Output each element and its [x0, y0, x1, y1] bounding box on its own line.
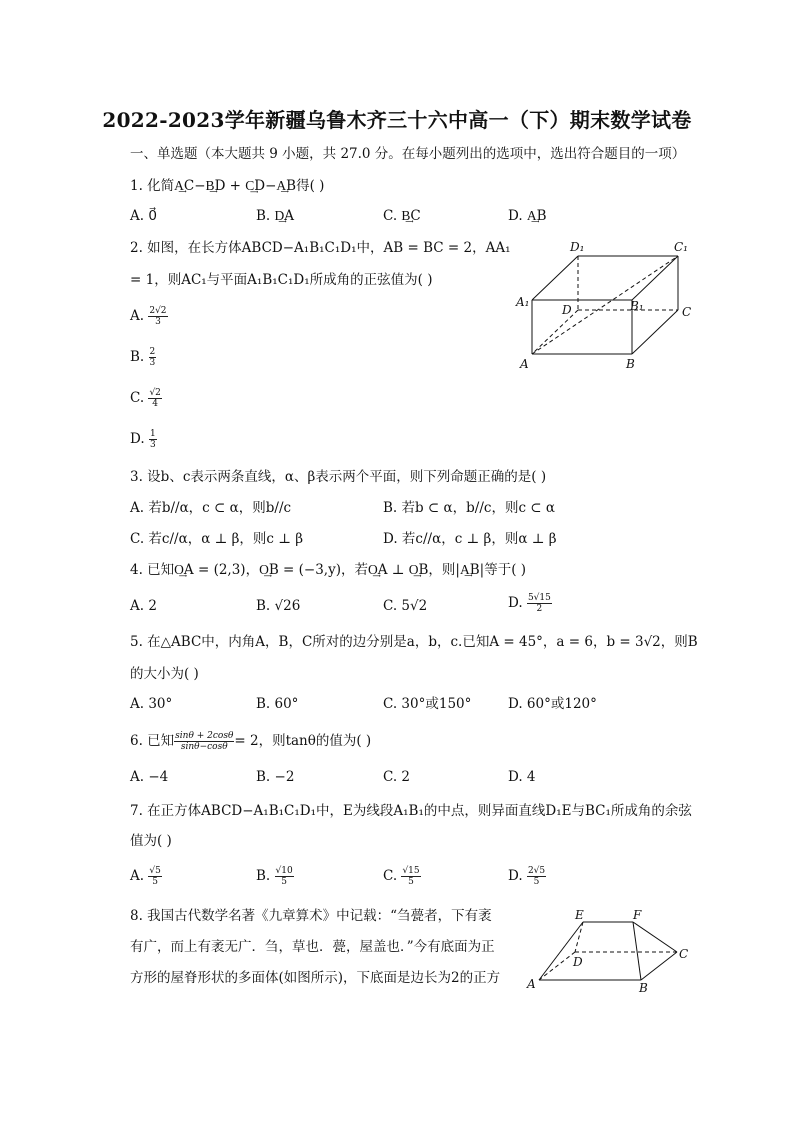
q4-option-c: C. 5√2 — [383, 598, 428, 614]
label-A: A — [527, 977, 536, 991]
cuboid-figure — [510, 236, 700, 374]
question-3-stem: 3. 设b、c表示两条直线，α、β表示两个平面，则下列命题正确的是( ) — [130, 469, 547, 485]
question-7-line1: 7. 在正方体ABCD−A₁B₁C₁D₁中，E为线段A₁B₁的中点，则异面直线D₁E与BC₁所成角的余弦 — [130, 803, 692, 819]
q5-option-d: D. 60°或120° — [508, 696, 597, 712]
q2-option-a: A. $\frac{2√2}{3}$ — [130, 306, 167, 327]
q7-option-a: A. $\frac{√5}{5}$ — [130, 866, 161, 887]
page-title: 2022-2023学年新疆乌鲁木齐三十六中高一（下）期末数学试卷 — [102, 108, 692, 132]
label-C1: C₁ — [674, 240, 688, 254]
q7-option-c-fraction: $\frac{√15}{5}$ — [402, 866, 420, 887]
label-B1: B₁ — [630, 299, 644, 313]
q3-option-c: C. 若c//α，α ⊥ β，则c ⊥ β — [130, 531, 304, 547]
q3-option-d: D. 若c//α，c ⊥ β，则α ⊥ β — [383, 531, 557, 547]
question-5-line1: 5. 在△ABC中，内角A，B，C所对的边分别是a，b，c.已知A = 45°，a = 6，b = 3√2，则B — [130, 634, 698, 650]
question-1-stem: 1. 化简A͢C−B͢D + C͢D−A͢B得( ) — [130, 178, 325, 194]
question-8-line3: 方形的屋脊形状的多面体(如图所示)，下底面是边长为2的正方 — [130, 970, 501, 986]
question-8-line1: 8. 我国古代数学名著《九章算术》中记载：“刍甍者，下有袤 — [130, 908, 492, 924]
q2-option-d-fraction: $\frac{1}{3}$ — [149, 429, 156, 450]
polyhedron-figure — [525, 904, 695, 996]
label-D1: D₁ — [570, 240, 585, 254]
q2-option-b-fraction: $\frac{2}{3}$ — [149, 347, 156, 368]
q1-option-c: C. B͢C — [383, 208, 421, 224]
q7-option-b-fraction: $\frac{√10}{5}$ — [275, 866, 293, 887]
q7-option-c: C. $\frac{√15}{5}$ — [383, 866, 420, 887]
label-C: C — [679, 947, 689, 961]
q5-option-b: B. 60° — [256, 696, 299, 712]
q6-fraction: $\frac{\sin\theta + 2\cos\theta}{\sin\theta-\cos\theta}$ — [175, 731, 234, 752]
q2-option-c-fraction: $\frac{√2}{4}$ — [149, 388, 161, 409]
q3-option-a: A. 若b//α，c ⊂ α，则b//c — [130, 500, 292, 516]
label-D: D — [562, 303, 572, 317]
label-A1: A₁ — [516, 295, 530, 309]
q1-option-b: B. D͢A — [256, 208, 295, 224]
q6-option-c: C. 2 — [383, 769, 411, 785]
label-E: E — [575, 908, 584, 922]
question-8-line2: 有广，而上有袤无广．刍，草也．甍，屋盖也．”今有底面为正 — [130, 939, 495, 955]
q4-option-a: A. 2 — [130, 598, 157, 614]
q4-option-d-fraction: $\frac{5√15}{2}$ — [527, 593, 551, 614]
q1-option-d: D. A͢B — [508, 208, 547, 224]
q1-option-a: A. 0⃗ — [130, 208, 157, 224]
q6-option-b: B. −2 — [256, 769, 295, 785]
q7-option-a-fraction: $\frac{√5}{5}$ — [149, 866, 161, 887]
q6-option-d: D. 4 — [508, 769, 536, 785]
section-heading: 一、单选题（本大题共 9 小题，共 27.0 分。在每小题列出的选项中，选出符合题目的一项） — [130, 146, 686, 162]
label-B: B — [626, 357, 635, 371]
label-D: D — [573, 955, 583, 969]
label-C: C — [682, 305, 692, 319]
q4-option-d: D. $\frac{5√15}{2}$ — [508, 593, 551, 614]
q2-option-b: B. $\frac{2}{3}$ — [130, 347, 156, 368]
question-4-stem: 4. 已知O͢A = (2,3)，O͢B = (−3,y)，若O͢A ⊥ O͢B，则|A͢B|等于( ) — [130, 562, 527, 578]
label-A: A — [520, 357, 529, 371]
question-6-stem: 6. 已知 $\frac{\sin\theta + 2\cos\theta}{\sin\theta-\cos\theta}$ = 2，则tanθ的值为( ) — [130, 731, 372, 752]
question-2-line2: = 1，则AC₁与平面A₁B₁C₁D₁所成角的正弦值为( ) — [130, 272, 433, 288]
q3-option-b: B. 若b ⊂ α，b//c，则c ⊂ α — [383, 500, 556, 516]
question-7-line2: 值为( ) — [130, 833, 172, 849]
q6-option-a: A. −4 — [130, 769, 169, 785]
q2-option-a-fraction: $\frac{2√2}{3}$ — [149, 306, 167, 327]
q5-option-a: A. 30° — [130, 696, 173, 712]
q2-option-d: D. $\frac{1}{3}$ — [130, 429, 156, 450]
q7-option-b: B. $\frac{√10}{5}$ — [256, 866, 293, 887]
q5-option-c: C. 30°或150° — [383, 696, 472, 712]
label-F: F — [633, 908, 642, 922]
q2-option-c: C. $\frac{√2}{4}$ — [130, 388, 161, 409]
question-2-line1: 2. 如图，在长方体ABCD−A₁B₁C₁D₁中，AB = BC = 2，AA₁ — [130, 240, 511, 256]
q4-option-b: B. √26 — [256, 598, 301, 614]
q7-option-d: D. $\frac{2√5}{5}$ — [508, 866, 546, 887]
q7-option-d-fraction: $\frac{2√5}{5}$ — [527, 866, 546, 887]
question-5-line2: 的大小为( ) — [130, 666, 199, 682]
label-B: B — [639, 981, 648, 995]
